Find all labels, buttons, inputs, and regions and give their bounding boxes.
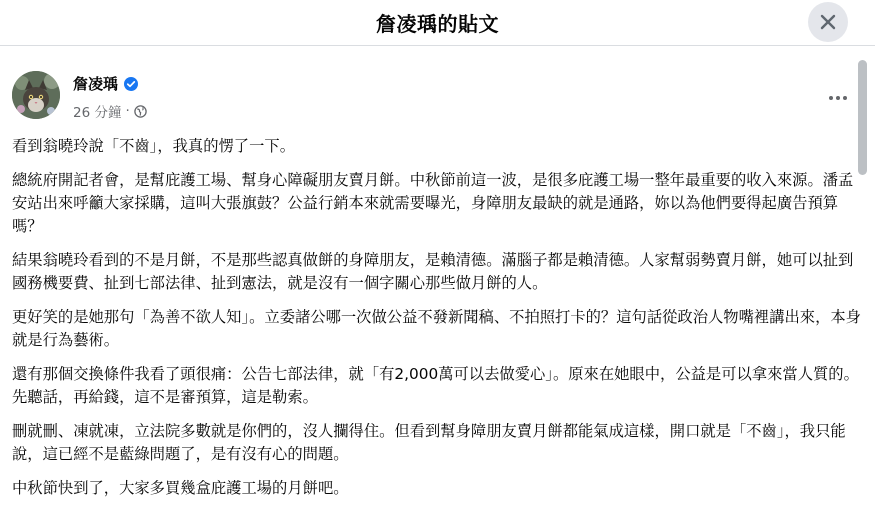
post-paragraph: 還有那個交換條件我看了頭很痛：公告七部法律，就「有2,000萬可以去做愛心」。原來在她眼中，公益是可以拿來當人質的。先聽話，再給錢，這不是審預算，這是勒索。	[12, 365, 859, 406]
post-paragraph: 刪就刪、凍就凍，立法院多數就是你們的，沒人攔得住。但看到幫身障朋友賣月餅都能氣成這樣，開口就是「不齒」，我只能說，這已經不是藍綠問題了，是有沒有心的問題。	[12, 422, 846, 463]
dialog-header	[0, 0, 875, 46]
avatar[interactable]	[12, 71, 60, 119]
close-icon	[818, 12, 838, 32]
more-options-button[interactable]	[820, 86, 856, 110]
post-container	[0, 46, 875, 528]
post-paragraph: 結果翁曉玲看到的不是月餅，不是那些認真做餅的身障朋友，是賴清德。滿腦子都是賴清德。人家幫弱勢賣月餅，她可以扯到國務機要費、扯到七部法律、扯到憲法，就是沒有一個字關心那些做月餅的人。	[12, 251, 854, 292]
avatar-image	[12, 71, 60, 119]
post-paragraph: 更好笑的是她那句「為善不欲人知」。立委諸公哪一次做公益不發新聞稿、不拍照打卡的？這句話從政治人物嘴裡講出來，本身就是行為藝術。	[12, 308, 861, 349]
dialog-title: 詹凌瑀的貼文	[376, 12, 499, 36]
post-body	[12, 135, 864, 511]
close-button[interactable]	[808, 2, 848, 42]
author-name[interactable]: 詹凌瑀	[73, 75, 119, 93]
more-options-icon	[829, 96, 847, 100]
verified-badge-icon	[124, 77, 138, 91]
post-paragraph: 中秋節快到了，大家多買幾盒庇護工場的月餅吧。	[12, 479, 349, 497]
post-meta	[73, 101, 147, 121]
post-timestamp[interactable]: 26 分鐘	[73, 105, 122, 121]
post-author	[73, 73, 138, 94]
meta-separator: ·	[125, 103, 130, 119]
globe-icon	[134, 105, 147, 118]
post-paragraph: 總統府開記者會，是幫庇護工場、幫身心障礙朋友賣月餅。中秋節前這一波，是很多庇護工場一整年最重要的收入來源。潘孟安站出來呼籲大家採購，這叫大張旗鼓？公益行銷本來就需要曝光，身障朋友最缺的就是通路，妳以為他們要得起廣告預算嗎？	[12, 171, 854, 235]
post-paragraph: 看到翁曉玲說「不齒」，我真的愣了一下。	[12, 137, 295, 155]
